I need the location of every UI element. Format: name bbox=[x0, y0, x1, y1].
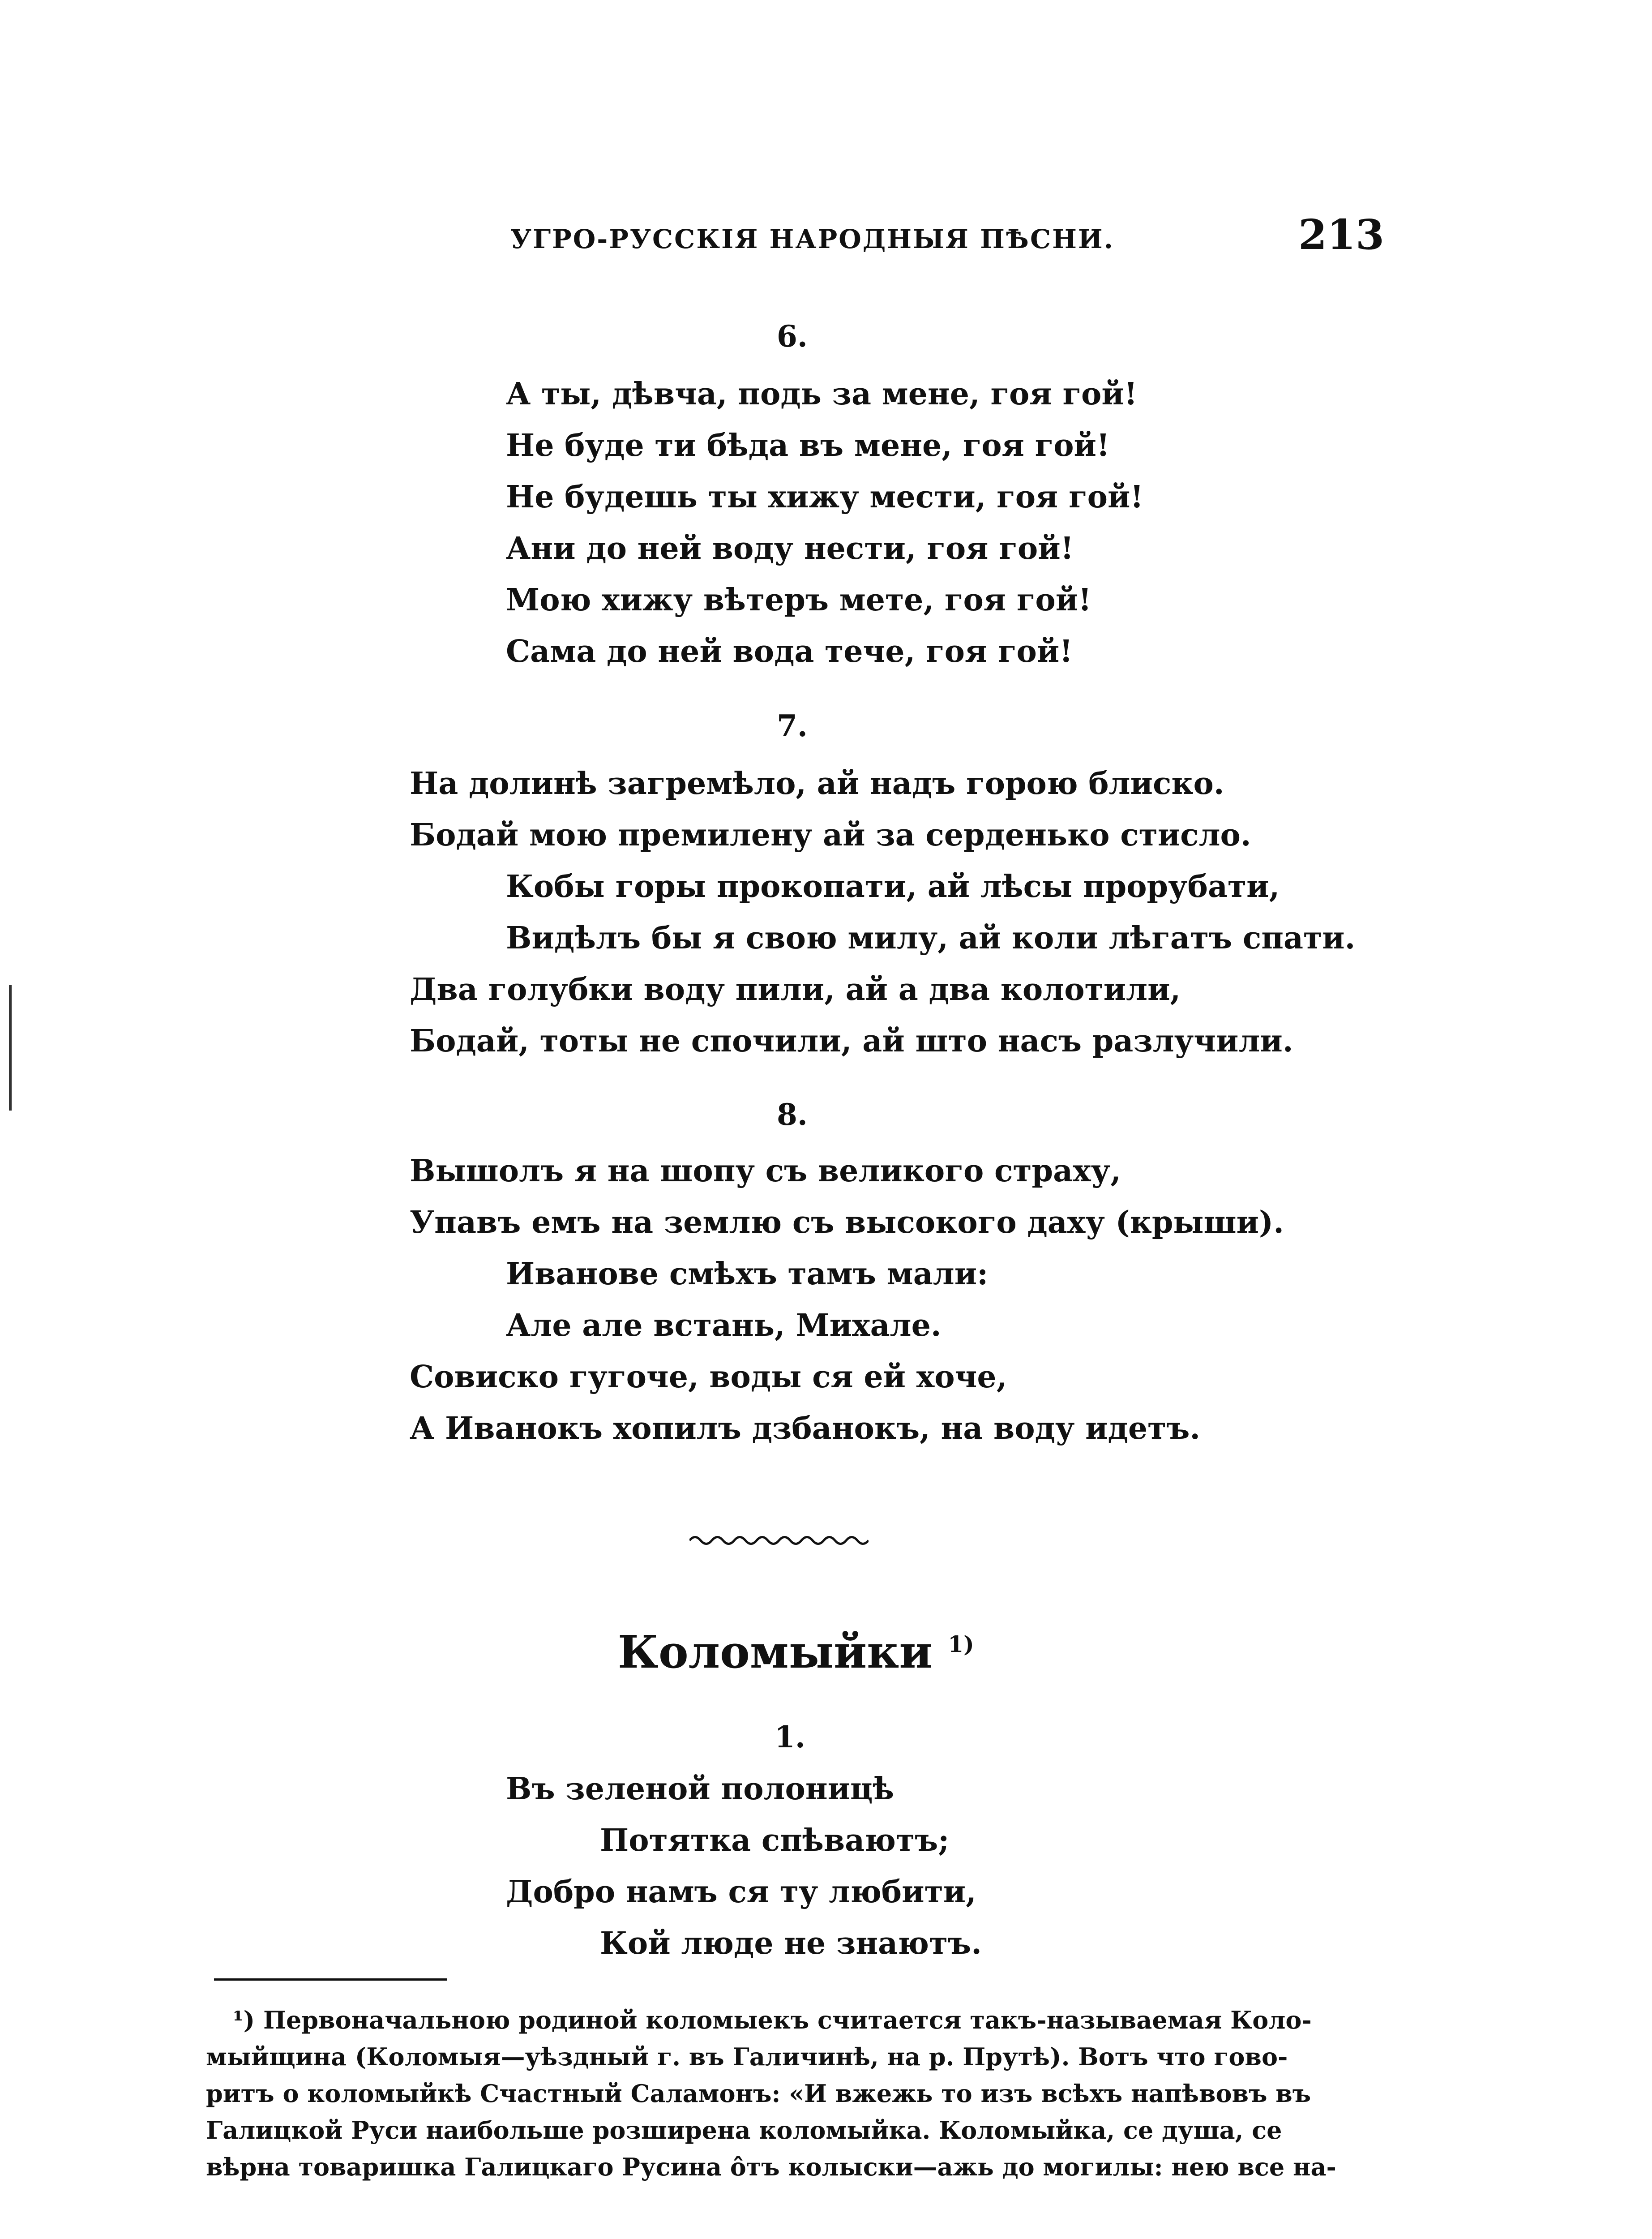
verse-line: Кобы горы прокопати, ай лѣсы прорубати, bbox=[506, 869, 1280, 905]
page-number: 213 bbox=[1298, 210, 1385, 259]
verse-line: Бодай мою премилену ай за серденько стисло. bbox=[410, 817, 1251, 853]
verse-line: Не будешь ты хижу мести, гоя гой! bbox=[506, 479, 1144, 515]
verse-line: Але але встань, Михале. bbox=[506, 1308, 942, 1343]
verse-line: Два голубки воду пили, ай а два колотили, bbox=[410, 972, 1181, 1008]
section-title-text: Коломыйки bbox=[618, 1626, 933, 1678]
verse-line: Ивановe смѣхъ тамъ мали: bbox=[506, 1256, 989, 1292]
verse-line: Потятка спѣваютъ; bbox=[600, 1823, 950, 1858]
verse-line: Совиско гугоче, воды ся ей хоче, bbox=[410, 1359, 1007, 1395]
wavy-divider bbox=[689, 1531, 869, 1549]
verse-line: Бодай, тоты не спочили, ай што насъ разлучили. bbox=[410, 1023, 1293, 1059]
verse-line: Въ зеленой полоницѣ bbox=[506, 1771, 894, 1807]
verse-line: Вышолъ я на шопу съ великого страху, bbox=[410, 1153, 1121, 1189]
verse-line: Не буде ти бѣда въ мене, гоя гой! bbox=[506, 428, 1110, 463]
verse-line: Ани до ней воду нести, гоя гой! bbox=[506, 531, 1074, 566]
running-title: УГРО-РУССКІЯ НАРОДНЫЯ ПѢСНИ. bbox=[510, 224, 1114, 254]
verse-line: Упавъ емъ на землю съ высокого даху (крыши). bbox=[410, 1205, 1284, 1240]
poem-number: 1. bbox=[775, 1720, 805, 1754]
verse-line: Добро намъ ся ту любити, bbox=[506, 1874, 976, 1910]
song-number: 6. bbox=[777, 319, 808, 354]
verse-line: Видѣлъ бы я свою милу, ай коли лѣгатъ спати. bbox=[506, 920, 1356, 956]
footnote-line: Галицкой Руси наибольше розширена коломыйка. Коломыйка, се душа, се bbox=[206, 2116, 1282, 2145]
verse-line: Сама до ней вода тече, гоя гой! bbox=[506, 634, 1073, 669]
verse-line: А ты, дѣвча, подь за мене, гоя гой! bbox=[506, 376, 1138, 412]
footnote-mark: 1) bbox=[948, 1631, 974, 1657]
verse-line: Мою хижу вѣтеръ мете, гоя гой! bbox=[506, 582, 1092, 618]
song-number: 7. bbox=[777, 708, 808, 743]
margin-scan-mark bbox=[9, 985, 12, 1111]
verse-line: А Иванокъ хопилъ дзбанокъ, на воду идетъ. bbox=[410, 1411, 1201, 1446]
footnote-line: ритъ о коломыйкѣ Счастный Саламонъ: «И вжежь то изъ всѣхъ напѣвовъ въ bbox=[206, 2079, 1311, 2108]
verse-line: На долинѣ загремѣло, ай надъ горою блиско. bbox=[410, 766, 1224, 802]
footnote-rule bbox=[214, 1978, 447, 1981]
section-title bbox=[618, 1626, 974, 1678]
footnote-line: ¹) Первоначальною родиной коломыекъ считается такъ-называемая Коло- bbox=[233, 2006, 1312, 2034]
verse-line: Кой люде не знаютъ. bbox=[600, 1926, 982, 1961]
footnote-line: вѣрна товаришка Галицкаго Русина ôтъ колыски—ажь до могилы: нею все на- bbox=[206, 2153, 1336, 2181]
song-number: 8. bbox=[777, 1097, 808, 1132]
footnote-line: мыйщина (Коломыя—уѣздный г. въ Галичинѣ, на р. Прутѣ). Вотъ что гово- bbox=[206, 2042, 1288, 2071]
